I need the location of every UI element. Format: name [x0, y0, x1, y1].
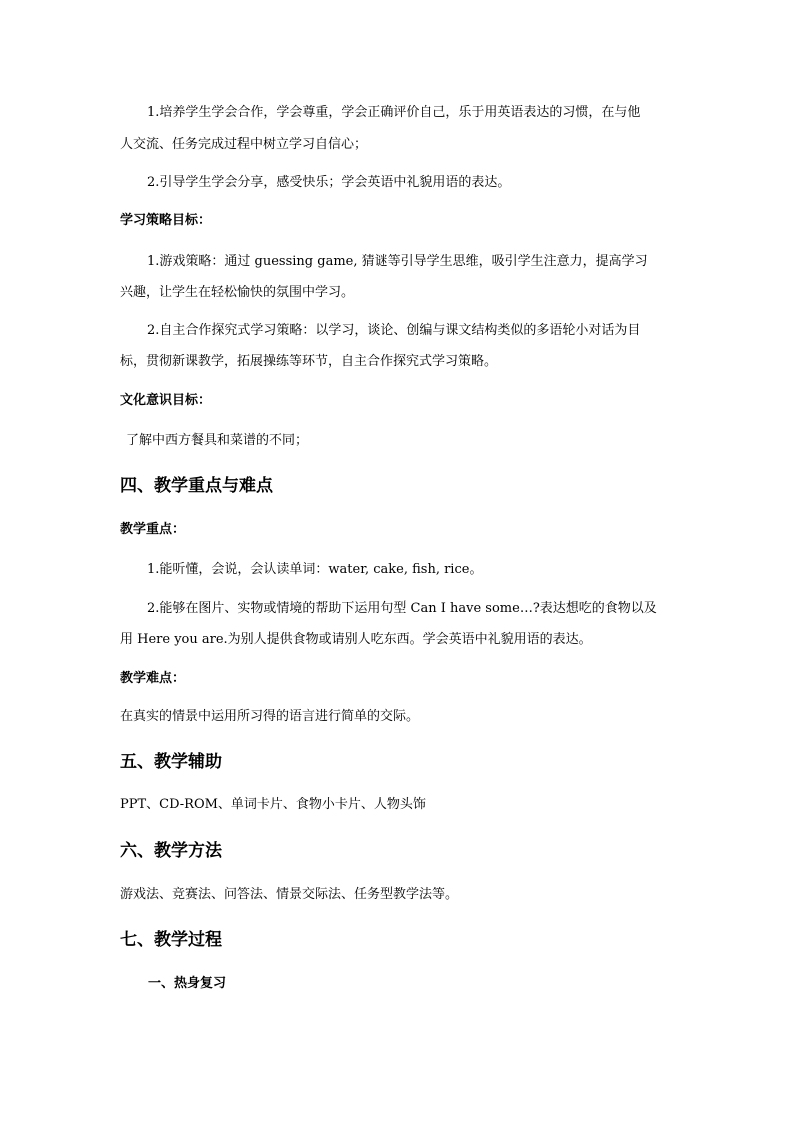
difficult-points-heading: 教学难点： [120, 671, 186, 686]
section-5-title: 五、教学辅助 [120, 752, 222, 772]
strategy-goal-1-line-2: 兴趣，让学生在轻松愉快的氛围中学习。 [120, 285, 355, 300]
section-6-title: 六、教学方法 [120, 841, 222, 861]
key-point-2-line-1: 2.能够在图片、实物或情境的帮助下运用句型 Can I have some…?表达想吃的食物以及 [147, 601, 657, 616]
emotion-goal-2: 2.引导学生学会分享，感受快乐；学会英语中礼貌用语的表达。 [147, 175, 511, 190]
culture-goal-1: 了解中西方餐具和菜谱的不同； [126, 433, 309, 448]
key-point-1: 1.能听懂，会说，会认读单词：water, cake, fish, rice。 [147, 562, 483, 577]
strategy-goal-1-line-1: 1.游戏策略：通过 guessing game, 猜谜等引导学生思维，吸引学生注意力，提高学习 [147, 254, 648, 269]
difficult-point-1: 在真实的情景中运用所习得的语言进行简单的交际。 [120, 709, 420, 724]
teaching-methods: 游戏法、竞赛法、问答法、情景交际法、任务型教学法等。 [120, 887, 459, 902]
section-7-title: 七、教学过程 [120, 930, 222, 950]
step-1-warm-up: 一、热身复习 [148, 976, 227, 991]
key-points-heading: 教学重点： [120, 522, 186, 537]
strategy-goal-2-line-2: 标，贯彻新课教学，拓展操练等环节，自主合作探究式学习策略。 [120, 354, 498, 369]
strategy-goal-2-line-1: 2.自主合作探究式学习策略：以学习，谈论、创编与课文结构类似的多语轮小对话为目 [147, 323, 641, 338]
key-point-2-line-2: 用 Here you are.为别人提供食物或请别人吃东西。学会英语中礼貌用语的表达。 [120, 632, 592, 647]
culture-heading: 文化意识目标： [120, 393, 212, 408]
section-4-title: 四、教学重点与难点 [120, 476, 273, 496]
emotion-goal-1-line-2: 人交流、任务完成过程中树立学习自信心； [120, 137, 368, 152]
emotion-goal-1-line-1: 1.培养学生学会合作，学会尊重，学会正确评价自己，乐于用英语表达的习惯，在与他 [147, 105, 641, 120]
strategy-heading: 学习策略目标： [120, 213, 212, 228]
teaching-aids: PPT、CD-ROM、单词卡片、食物小卡片、人物头饰 [120, 797, 426, 812]
